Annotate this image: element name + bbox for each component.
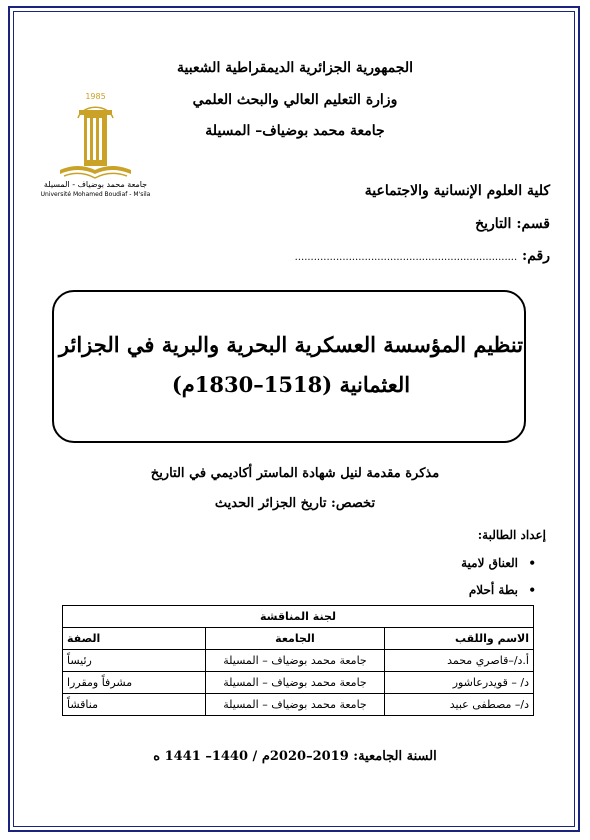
number-dots: ......................................................................: [294, 252, 518, 263]
logo-french-name: Université Mohamed Boudiaf - M'sila: [40, 191, 151, 198]
table-row: [63, 650, 534, 672]
university-tower-book-icon: [38, 100, 153, 186]
department-label: قسم:: [516, 216, 550, 232]
logo-year: 1985: [85, 92, 106, 101]
header-role: الصفة: [63, 628, 206, 650]
jury-header-row: [63, 628, 534, 650]
header-name: الاسم واللقب: [385, 628, 534, 650]
jury-role: رئيساً: [63, 650, 206, 672]
student-name: بطة أحلام: [468, 583, 518, 597]
header-university: الجامعة: [206, 628, 385, 650]
table-row: [63, 694, 534, 716]
jury-role: مناقشاً: [63, 694, 206, 716]
jury-title: لجنة المناقشة: [63, 606, 534, 628]
thesis-title-line1: تنظيم المؤسسة العسكرية البحرية والبرية في الجزائر: [58, 332, 524, 357]
university-title: جامعة محمد بوضياف– المسيلة: [205, 123, 385, 139]
student-item-2: [468, 583, 536, 597]
memo-specialty: تخصص: تاريخ الجزائر الحديث: [214, 496, 376, 511]
ministry-title: وزارة التعليم العالي والبحث العلمي: [192, 92, 398, 108]
jury-name: د/ – قويدرعاشور: [385, 672, 534, 694]
jury-university: جامعة محمد بوضياف – المسيلة: [206, 672, 385, 694]
jury-name: أ.د/–قاصري محمد: [385, 650, 534, 672]
logo-arabic-name: جامعة محمد بوضياف - المسيلة: [43, 180, 148, 189]
memo-description: مذكرة مقدمة لنيل شهادة الماستر أكاديمي في التاريخ: [150, 466, 440, 481]
bullet-icon: •: [528, 556, 536, 570]
number-line: [295, 248, 550, 264]
thesis-title-line2: العثمانية (1518–1830م): [171, 372, 411, 397]
students-label: إعداد الطالبة:: [477, 528, 546, 542]
jury-table: [62, 605, 534, 716]
jury-university: جامعة محمد بوضياف – المسيلة: [206, 694, 385, 716]
department-value: التاريخ: [475, 216, 512, 232]
table-row: [63, 672, 534, 694]
department-line: [475, 216, 550, 232]
republic-title: الجمهورية الجزائرية الديمقراطية الشعبية: [176, 60, 413, 76]
college-name: كلية العلوم الإنسانية والاجتماعية: [364, 183, 550, 199]
academic-year: السنة الجامعية: 2019–2020م / 1440– 1441 ه: [153, 749, 437, 764]
jury-role: مشرفاً ومقررا: [63, 672, 206, 694]
student-name: العناق لامية: [461, 556, 518, 570]
number-label: رقم:: [522, 248, 550, 264]
student-item-1: [461, 556, 536, 570]
bullet-icon: •: [528, 583, 536, 597]
university-logo: [38, 92, 153, 204]
jury-name: د/– مصطفى عبيد: [385, 694, 534, 716]
thesis-title-box: [52, 290, 526, 443]
jury-title-row: [63, 606, 534, 628]
jury-university: جامعة محمد بوضياف – المسيلة: [206, 650, 385, 672]
